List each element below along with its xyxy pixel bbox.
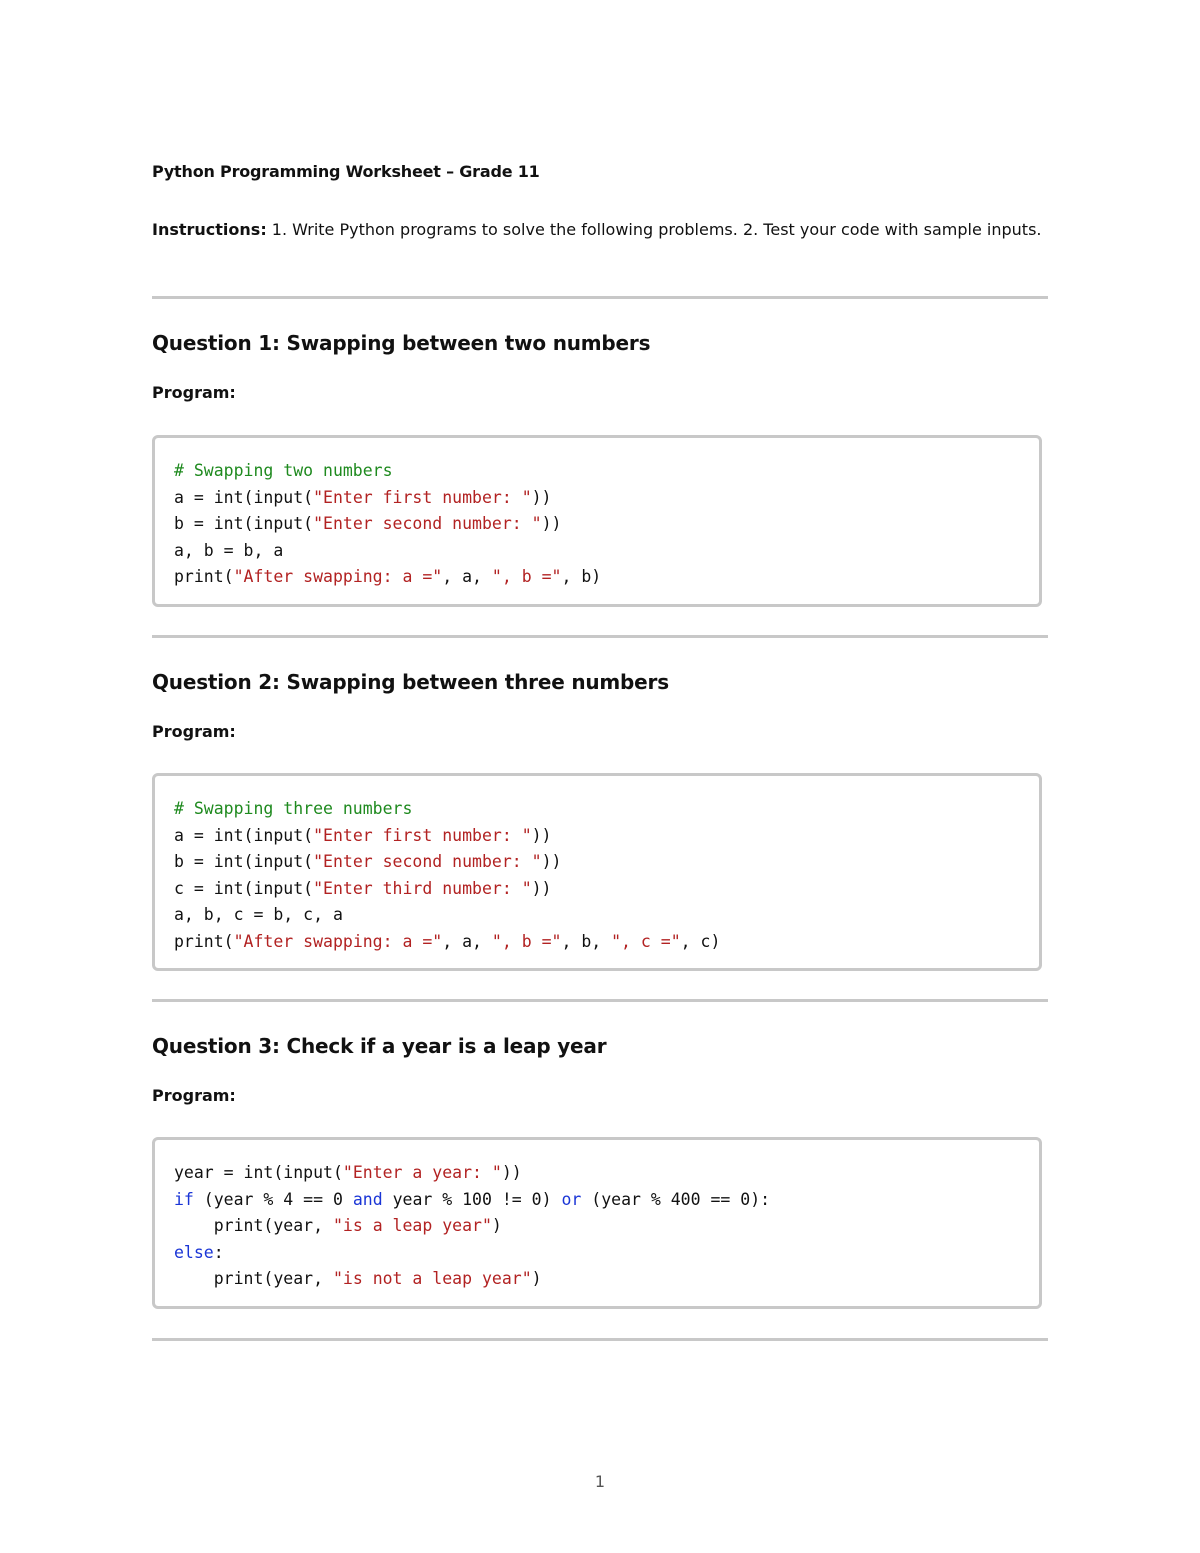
code-string: "After swapping: a =" (233, 567, 443, 587)
question-2-program-label: Program: (152, 722, 236, 741)
code-keyword: and (352, 1189, 383, 1209)
divider (152, 296, 1048, 299)
code-listing (174, 1160, 770, 1293)
document-page (152, 0, 1048, 1553)
code-line: if (year % 4 == 0 and year % 100 != 0) or (year % 400 == 0): (174, 1189, 771, 1209)
question-3-code-block (152, 1137, 1042, 1309)
page-number: 1 (594, 1472, 606, 1491)
instructions-text: 1. Write Python programs to solve the following problems. 2. Test your code with sample inputs. (266, 220, 1042, 239)
instructions (152, 216, 1046, 243)
divider (152, 635, 1048, 638)
code-line: b = int(input("Enter second number: ")) (174, 852, 562, 872)
code-string: "Enter a year: " (342, 1163, 502, 1182)
question-3-title: Question 3: Check if a year is a leap year (152, 1034, 607, 1058)
code-keyword: or (561, 1189, 582, 1209)
code-line: a = int(input("Enter first number: ")) (174, 825, 552, 845)
code-string: "After swapping: a =" (233, 931, 443, 951)
code-line: year = int(input("Enter a year: ")) (174, 1163, 522, 1182)
divider (152, 1338, 1048, 1341)
code-string: ", b =" (491, 931, 562, 951)
code-string: ", c =" (611, 931, 681, 951)
code-line (174, 799, 412, 818)
question-3-program-label: Program: (152, 1086, 236, 1105)
code-listing (174, 796, 720, 956)
code-line: print(year, "is a leap year") (174, 1216, 502, 1236)
code-line: print(year, "is not a leap year") (174, 1269, 542, 1289)
code-line: a, b, c = b, c, a (174, 905, 343, 925)
code-string: ", b =" (491, 567, 562, 587)
code-line: c = int(input("Enter third number: ")) (174, 878, 552, 898)
code-line: print("After swapping: a =", a, ", b =", b) (174, 567, 602, 587)
question-1-code-block (152, 435, 1042, 607)
code-listing (174, 458, 601, 591)
code-line (174, 461, 393, 480)
code-string: "is not a leap year" (332, 1269, 532, 1289)
question-2-title: Question 2: Swapping between three numbers (152, 670, 669, 694)
instructions-label: Instructions: (152, 220, 267, 239)
code-line: else: (174, 1242, 224, 1262)
code-line: a = int(input("Enter first number: ")) (174, 487, 552, 507)
code-line: print("After swapping: a =", a, ", b =", b, ", c =", c) (174, 931, 721, 951)
question-1-title: Question 1: Swapping between two numbers (152, 331, 651, 355)
code-string: "Enter second number: " (313, 514, 542, 534)
code-string: "Enter first number: " (313, 825, 532, 845)
question-1-program-label: Program: (152, 383, 236, 402)
code-string: "Enter first number: " (313, 487, 532, 507)
code-string: "Enter third number: " (313, 878, 532, 898)
code-comment: # Swapping two numbers (174, 461, 393, 480)
divider (152, 999, 1048, 1002)
code-keyword: if (174, 1189, 194, 1209)
code-line: b = int(input("Enter second number: ")) (174, 514, 562, 534)
code-string: "Enter second number: " (313, 852, 542, 872)
document-title: Python Programming Worksheet – Grade 11 (152, 162, 540, 181)
code-string: "is a leap year" (332, 1216, 492, 1236)
code-comment: # Swapping three numbers (174, 799, 413, 818)
code-line: a, b = b, a (174, 540, 284, 560)
question-2-code-block (152, 773, 1042, 971)
code-keyword: else (174, 1242, 214, 1262)
